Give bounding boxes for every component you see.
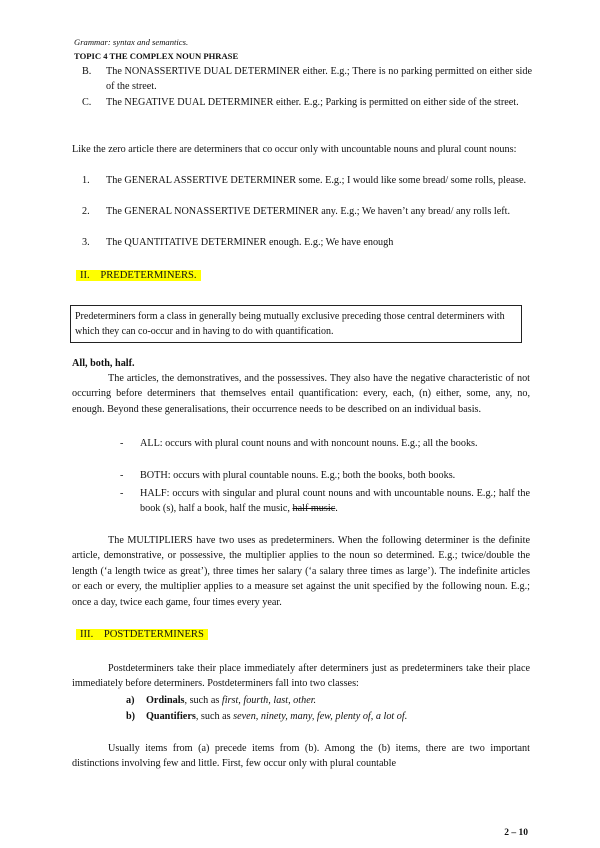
postdeterminers-paragraph: Postdeterminers take their place immediately after determiners just as predeterminers take their place immediately before determiners. Postdeterminers fall into two classes:	[72, 663, 530, 690]
list-item-dual-b	[82, 64, 532, 95]
class-label: Quantifiers	[146, 711, 196, 722]
list-item-text: The GENERAL NONASSERTIVE DETERMINER any. E.g.; We haven’t any bread/ any rolls left.	[106, 206, 511, 217]
final-paragraph: Usually items from (a) precede items from (b). Among the (b) items, there are two important distinctions involving few and little. First, few occur only with plural countable	[72, 743, 530, 770]
class-marker: b)	[126, 711, 136, 722]
class-item-quantifiers	[126, 709, 407, 724]
dash-item-text: BOTH: occurs with plural countable nouns. E.g.; both the books, both books.	[140, 470, 456, 481]
multipliers-paragraph: The MULTIPLIERS have two uses as predeterminers. When the following determiner is the definite article, demonstrative, or possessive, the multiplier applies to the noun so determined. E.g.; twice/double the length (‘a length twice as great’), three times her salary (‘a salary three times as large’). The indefinite articles or each or every, the multiplier applies to a measure set against the unit specified by the following noun. E.g.; once a day, twice each game, four times every year.	[72, 535, 530, 608]
class-examples: seven, ninety, many, few, plenty of, a lot of.	[233, 711, 408, 722]
running-header-course: Grammar: syntax and semantics.	[74, 37, 189, 47]
page-number: 2 – 10	[504, 828, 528, 838]
list-item-text: The NEGATIVE DUAL DETERMINER either. E.g.; Parking is permitted on either side of the street.	[106, 97, 519, 108]
section-title: PREDETERMINERS.	[100, 270, 197, 281]
list-item-text: The NONASSERTIVE DUAL DETERMINER either. E.g.; There is no parking permitted on either side of the street.	[106, 66, 532, 93]
section-heading-predeterminers	[76, 268, 201, 283]
list-marker: 2.	[82, 206, 90, 217]
half-end: .	[335, 503, 338, 515]
dash-marker: -	[120, 488, 124, 499]
list-marker: 3.	[82, 237, 90, 248]
class-rest: , such as	[184, 695, 222, 706]
dash-item-text	[140, 486, 530, 517]
half-text: HALF: occurs with singular and plural count nouns and with uncountable nouns. E.g.; half the book (s), half a book, half the music,	[140, 488, 530, 515]
list-item	[82, 173, 532, 188]
dash-list-item-all	[120, 436, 530, 451]
dash-marker: -	[120, 438, 124, 449]
dash-list-item-half	[120, 486, 530, 517]
list-marker: B.	[82, 66, 92, 77]
running-header-topic: TOPIC 4 THE COMPLEX NOUN PHRASE	[74, 51, 239, 61]
dash-item-text: ALL: occurs with plural count nouns and with noncount nouns. E.g.; all the books.	[140, 438, 478, 449]
class-rest: , such as	[195, 711, 234, 722]
list-marker: 1.	[82, 175, 90, 186]
list-item	[82, 204, 532, 219]
list-item-text: The GENERAL ASSERTIVE DETERMINER some. E.g.; I would like some bread/ some rolls, please.	[106, 175, 527, 186]
subheading-all-both-half: All, both, half.	[72, 358, 135, 369]
section-numeral: II.	[80, 270, 90, 281]
zero-article-paragraph: Like the zero article there are determiners that co occur only with uncountable nouns and plural count nouns:	[72, 144, 517, 155]
dash-list-item-both	[120, 468, 530, 483]
class-item-ordinals	[126, 693, 316, 708]
section-numeral: III.	[80, 629, 94, 640]
all-both-half-paragraph: The articles, the demonstratives, and the possessives. They also have the negative characteristic of not occurring before determiners that themselves entail quantification: every, each, (n) either, some, any, no, enough. Beyond these generalisations, their occurrence needs to be described on an individual basis.	[72, 373, 530, 415]
class-marker: a)	[126, 695, 135, 706]
section-heading-postdeterminers	[76, 627, 208, 642]
list-marker: C.	[82, 97, 92, 108]
list-item-dual-c	[82, 95, 532, 110]
section-title: POSTDETERMINERS	[103, 629, 204, 640]
class-label: Ordinals	[146, 695, 185, 706]
definition-box: Predeterminers form a class in generally being mutually exclusive preceding those central determiners with which they can co-occur and in having to do with quantification.	[70, 305, 522, 343]
list-item-text: The QUANTITATIVE DETERMINER enough. E.g.; We have enough	[106, 237, 394, 248]
dash-marker: -	[120, 470, 124, 481]
class-examples: first, fourth, last, other.	[221, 695, 317, 706]
list-item	[82, 235, 532, 250]
struck-text: half music	[292, 503, 336, 515]
